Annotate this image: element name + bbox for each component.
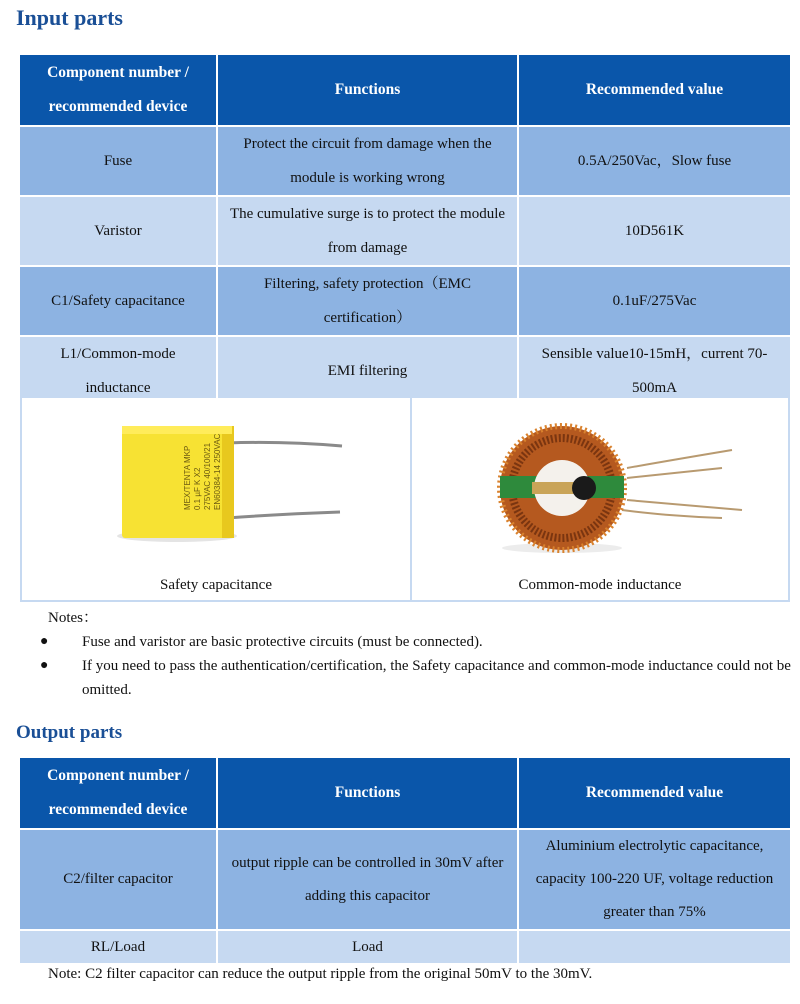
cell-value: 0.5A/250Vac，Slow fuse xyxy=(519,127,790,197)
header-functions: Functions xyxy=(218,758,519,830)
cell-component: Varistor xyxy=(20,197,218,267)
cell-function: output ripple can be controlled in 30mV after adding this capacitor xyxy=(218,830,519,931)
note-item xyxy=(40,630,793,654)
note-item xyxy=(40,654,793,702)
cell-component: Fuse xyxy=(20,127,218,197)
table-header-row xyxy=(20,758,790,830)
header-recommended-value: Recommended value xyxy=(519,758,790,830)
image-caption: Common-mode inductance xyxy=(518,577,682,593)
output-parts-title: Output parts xyxy=(16,722,123,743)
svg-text:0.1 µF K X2: 0.1 µF K X2 xyxy=(193,467,202,510)
common-mode-inductor-photo-icon xyxy=(412,398,788,568)
table-row xyxy=(20,197,790,267)
output-parts-table xyxy=(20,758,790,965)
note-text: If you need to pass the authentication/certification, the Safety capacitance and common-mode inductance could not be omitted. xyxy=(82,658,791,698)
cell-value: 0.1uF/275Vac xyxy=(519,267,790,337)
cell-function: Load xyxy=(218,931,519,965)
cell-value xyxy=(519,931,790,965)
image-caption: Safety capacitance xyxy=(159,577,272,593)
header-line: recommended device xyxy=(48,98,188,115)
table-row xyxy=(20,127,790,197)
cell-component: C2/filter capacitor xyxy=(20,830,218,931)
notes-heading: Notes： xyxy=(48,610,98,626)
svg-text:MEX/TENTA MKP: MEX/TENTA MKP xyxy=(183,445,192,510)
cell-value: Aluminium electrolytic capacitance, capacity 100-220 UF, voltage reduction greater than 75% xyxy=(519,830,790,931)
input-parts-title: Input parts xyxy=(16,5,123,30)
notes-list xyxy=(40,630,793,702)
safety-capacitor-photo-icon xyxy=(22,398,412,568)
header-functions: Functions xyxy=(218,55,519,127)
note-text: Fuse and varistor are basic protective circuits (must be connected). xyxy=(82,634,483,650)
cell-component: L1/Common-mode inductance xyxy=(20,337,218,407)
header-line: Component number / xyxy=(47,64,189,81)
header-recommended-value: Recommended value xyxy=(519,55,790,127)
table-row xyxy=(20,830,790,931)
table-row xyxy=(20,931,790,965)
table-row xyxy=(20,337,790,407)
cell-function: EMI filtering xyxy=(218,337,519,407)
cell-value: 10D561K xyxy=(519,197,790,267)
header-component xyxy=(20,758,218,830)
cell-value: Sensible value10-15mH，current 70-500mA xyxy=(519,337,790,407)
bullet-icon: ● xyxy=(40,634,49,649)
output-note: Note: C2 filter capacitor can reduce the output ripple from the original 50mV to the 30mV. xyxy=(48,966,593,982)
bullet-icon: ● xyxy=(40,658,49,673)
cell-function: Filtering, safety protection（EMC certification） xyxy=(218,267,519,337)
input-parts-table xyxy=(20,55,790,407)
safety-capacitance-figure xyxy=(22,398,412,600)
header-component xyxy=(20,55,218,127)
common-mode-inductance-figure xyxy=(412,398,788,600)
cell-component: RL/Load xyxy=(20,931,218,965)
table-row xyxy=(20,267,790,337)
table-header-row xyxy=(20,55,790,127)
cell-component: C1/Safety capacitance xyxy=(20,267,218,337)
notes-block xyxy=(40,606,793,702)
cell-function: Protect the circuit from damage when the module is working wrong xyxy=(218,127,519,197)
header-line: Component number / xyxy=(47,767,189,784)
header-line: recommended device xyxy=(48,801,188,818)
svg-text:275VAC 40/100/21: 275VAC 40/100/21 xyxy=(203,442,212,510)
component-images-row xyxy=(20,398,790,602)
cell-function: The cumulative surge is to protect the module from damage xyxy=(218,197,519,267)
svg-text:EN60384-14 250VAC: EN60384-14 250VAC xyxy=(213,433,222,510)
